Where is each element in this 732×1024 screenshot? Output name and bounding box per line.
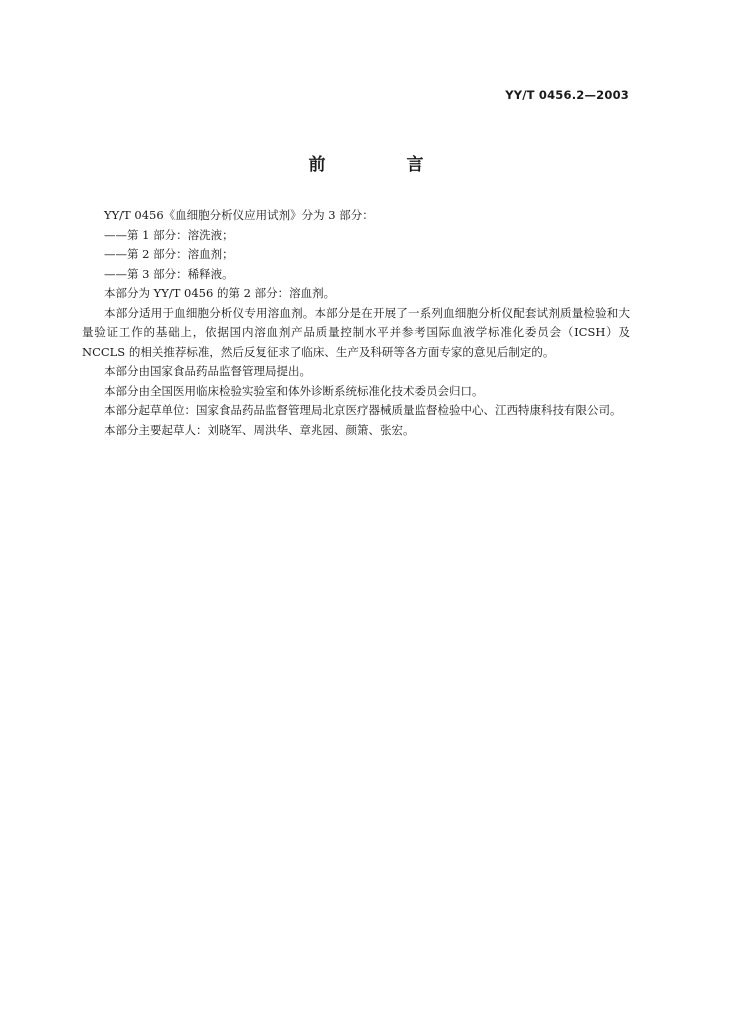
page-title: 前 言 — [308, 155, 456, 175]
scope-paragraph: 本部分为 YY/T 0456 的第 2 部分：溶血剂。 — [104, 286, 336, 300]
part-3-item: ——第 3 部分：稀释液。 — [104, 266, 234, 281]
intro-paragraph: YY/T 0456《血细胞分析仪应用试剂》分为 3 部分： — [104, 208, 374, 222]
document-body — [82, 206, 630, 440]
proposer-paragraph: 本部分由国家食品药品监督管理局提出。 — [104, 364, 311, 378]
part-1-item: ——第 1 部分：溶洗液； — [104, 227, 234, 242]
drafting-units-paragraph: 本部分起草单位：国家食品药品监督管理局北京医疗器械质量监督检验中心、江西特康科技有限公司。 — [104, 403, 622, 417]
drafters-paragraph: 本部分主要起草人：刘晓军、周洪华、章兆园、颜箫、张宏。 — [104, 422, 415, 437]
standard-code: YY/T 0456.2—2003 — [505, 88, 629, 102]
application-paragraph: 本部分适用于血细胞分析仪专用溶血剂。本部分是在开展了一系列血细胞分析仪配套试剂质量检验和大量验证工作的基础上，依据国内溶血剂产品质量控制水平并参考国际血液学标准化委员会（ICSH）及 NCCLS 的相关推荐标准，然后反复征求了临床、生产及科研等各方面专家的意见后制定的。 — [82, 305, 630, 359]
part-2-item: ——第 2 部分：溶血剂； — [104, 247, 234, 261]
committee-paragraph: 本部分由全国医用临床检验实验室和体外诊断系统标准化技术委员会归口。 — [104, 383, 484, 398]
